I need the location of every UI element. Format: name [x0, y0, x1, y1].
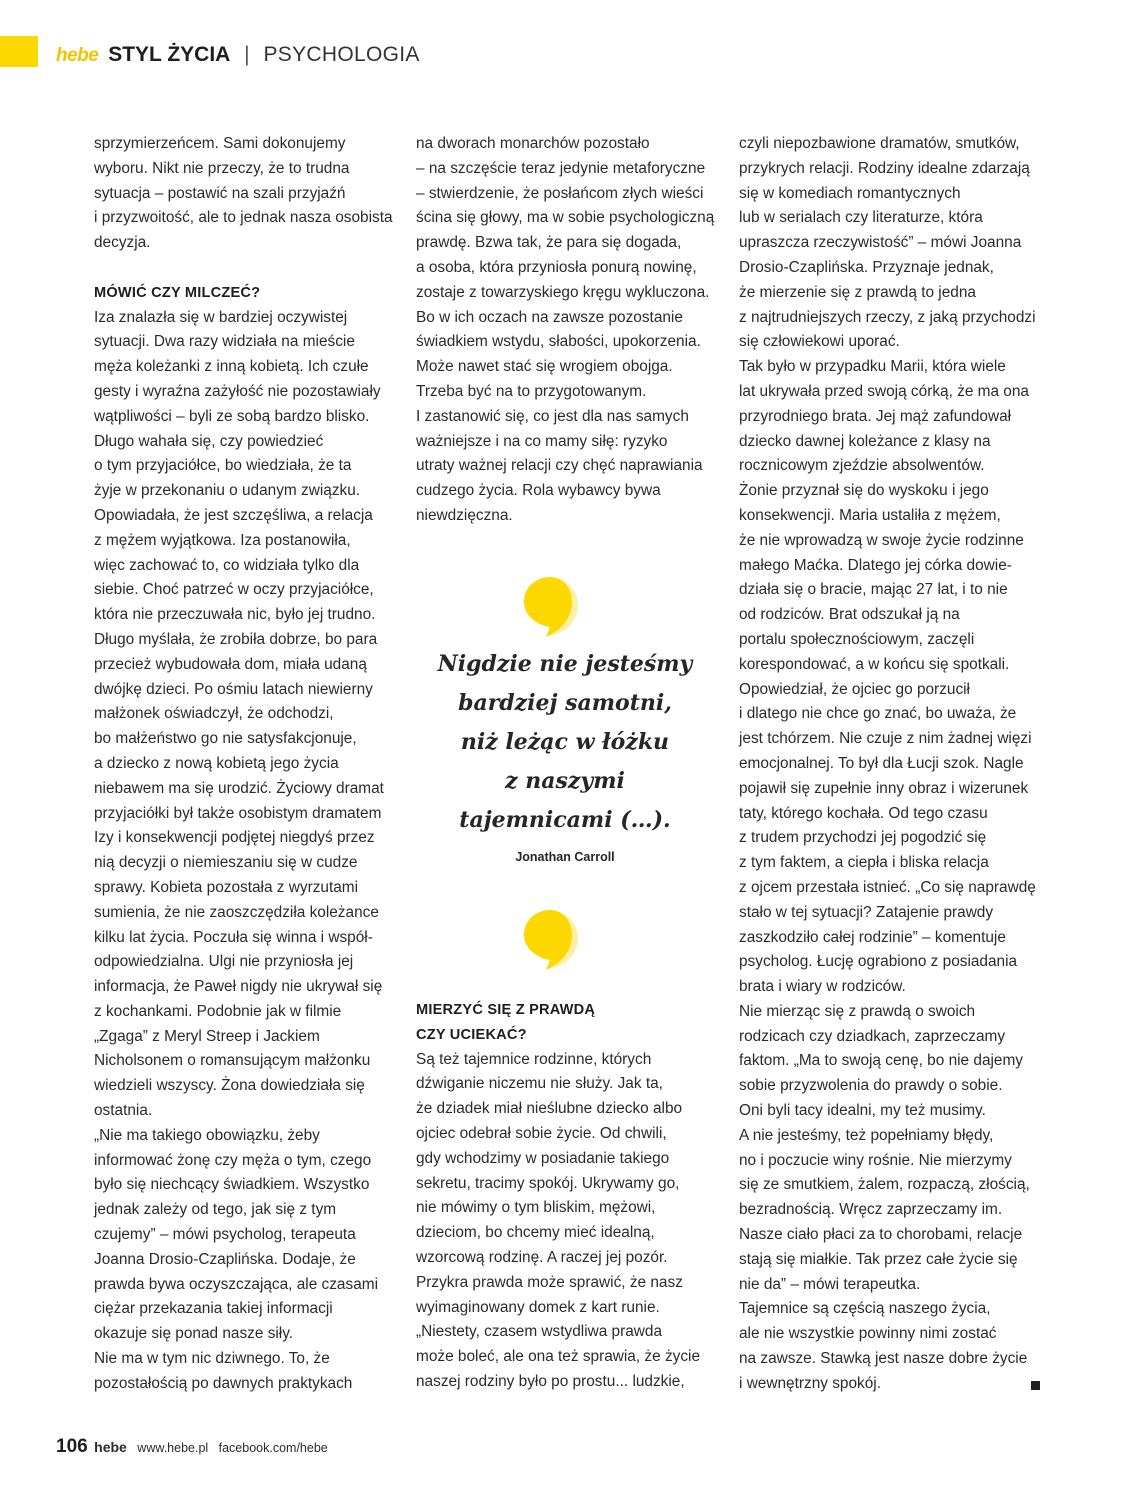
text-line: I zastanowić się, co jest dla nas samych	[416, 407, 689, 425]
text-line: przykrych relacji. Rodziny idealne zdarzają	[739, 159, 1030, 177]
text-line: „Zgaga” z Meryl Streep i Jackiem	[94, 1027, 320, 1045]
text-line: naszej rodziny było po prostu... ludzkie,	[416, 1372, 685, 1390]
text-line: więc zachować to, co widziała tylko dla	[94, 556, 360, 574]
text-line: wyboru. Nikt nie przeczy, że to trudna	[94, 159, 350, 177]
text-line: dwójkę dzieci. Po ośmiu latach niewierny	[94, 680, 373, 698]
text-line: się ze smutkiem, żalem, rozpaczą, złością,	[739, 1176, 1030, 1194]
text-line: jest tchórzem. Nie czuje z nim żadnej więzi	[739, 730, 1032, 748]
text-line: dzieciom, bo chcemy mieć idealną,	[416, 1224, 655, 1242]
text-line: lat ukrywała przed swoją córką, że ma ona	[739, 382, 1029, 400]
page-header	[56, 42, 420, 69]
text-line: małżonek oświadczył, że odchodzi,	[94, 705, 334, 723]
pull-quote-line: niż leżąc w łóżku	[460, 729, 670, 755]
text-line: o tym przyjaciółce, bo wiedziała, że ta	[94, 457, 352, 475]
text-line: Nie ma w tym nic dziwnego. To, że	[94, 1350, 330, 1368]
text-line: a osoba, która przyniosła ponurą nowinę,	[416, 258, 697, 276]
pull-quote-line: tajemnicami (…).	[459, 807, 671, 833]
text-line: – stwierdzenie, że posłańcom złych wieści	[416, 184, 704, 202]
text-line: utraty ważnej relacji czy chęć naprawiania	[416, 457, 703, 475]
text-line: ważniejsze i na co mamy siłę: ryzyko	[416, 432, 668, 450]
pull-quote-line: Nigdzie nie jesteśmy	[437, 651, 693, 677]
text-line: Przykra prawda może sprawić, że nasz	[416, 1273, 683, 1291]
text-line: A nie jesteśmy, też popełniamy błędy,	[739, 1126, 994, 1144]
text-line: upraszcza rzeczywistość” – mówi Joanna	[739, 234, 1022, 252]
text-line: Opowiedział, że ojciec go porzucił	[739, 680, 970, 698]
text-line: niebawem ma się urodzić. Życiowy dramat	[94, 779, 384, 797]
text-line: sekretu, tracimy spokój. Ukrywamy go,	[416, 1174, 680, 1192]
page-footer	[56, 1436, 328, 1458]
text-line: cudzego życia. Rola wybawcy bywa	[416, 482, 661, 500]
text-line: z tym faktem, a ciepła i bliska relacja	[739, 854, 989, 872]
text-line: kilku lat życia. Poczuła się winna i współ-	[94, 928, 373, 946]
text-line: – na szczęście teraz jedynie metaforyczne	[416, 159, 706, 177]
text-line: Drosio-Czaplińska. Przyznaje jednak,	[739, 258, 994, 276]
text-line: nie da” – mówi terapeutka.	[739, 1275, 921, 1293]
text-line: gdy wchodzimy w posiadanie takiego	[416, 1149, 670, 1167]
text-line: działa się o bracie, mając 27 lat, i to nie	[739, 581, 1008, 599]
column-3-body	[739, 132, 1049, 1397]
text-line: zaszkodziło całej rodzinie” – komentuje	[739, 928, 1006, 946]
text-line: Bo w ich oczach na zawsze pozostanie	[416, 308, 683, 326]
text-line: nią decyzji o niemieszaniu się w cudze	[94, 854, 358, 872]
text-line: konsekwencji. Maria ustaliła z mężem,	[739, 506, 1001, 524]
text-line: Oni byli tacy idealni, my też musimy.	[739, 1102, 986, 1120]
text-line: bo małżeństwo go nie satysfakcjonuje,	[94, 730, 357, 748]
text-line: bezradnością. Wręcz zaprzeczamy im.	[739, 1201, 1003, 1219]
text-line: okazuje się ponad nasze siły.	[94, 1325, 294, 1343]
text-line: korespondować, a w końcu się spotkali.	[739, 655, 1010, 673]
text-line: i wewnętrzny spokój.	[739, 1374, 881, 1392]
quote-marks-icon-top	[520, 575, 610, 639]
text-line: która nie przeczuwała nic, było jej trudno.	[94, 606, 376, 624]
text-line: i przyzwoitość, ale to jednak nasza osobista	[94, 209, 393, 227]
text-line: Opowiadała, że jest szczęśliwa, a relacja	[94, 506, 373, 524]
text-line: żyje w przekonaniu o udanym związku.	[94, 482, 361, 500]
column-1-body	[94, 306, 399, 1397]
text-line: rodzicach czy dziadkach, zaprzeczamy	[739, 1027, 1006, 1045]
text-line: było się niechcący świadkiem. Wszystko	[94, 1176, 370, 1194]
text-line: z trudem przychodzi jej pogodzić się	[739, 829, 987, 847]
text-line: z mężem wyjątkowa. Iza postanowiła,	[94, 531, 351, 549]
text-line: Są też tajemnice rodzinne, których	[416, 1050, 652, 1068]
article-end-mark	[1031, 1381, 1040, 1390]
text-line: od rodziców. Brat odszukał ją na	[739, 606, 960, 624]
text-line: Izy i konsekwencji podjętej niegdyś przez	[94, 829, 375, 847]
text-line: i dlatego nie chce go znać, bo uważa, że	[739, 705, 1017, 723]
text-line: dźwiganie niczemu nie służy. Jak ta,	[416, 1075, 663, 1093]
header-separator: |	[244, 43, 250, 66]
footer-facebook-link[interactable]: facebook.com/hebe	[218, 1441, 328, 1455]
pull-quote	[416, 645, 714, 840]
text-line: z ojcem przestała istnieć. „Co się naprawdę	[739, 878, 1036, 896]
text-line: „Nie ma takiego obowiązku, żeby	[94, 1126, 320, 1144]
text-line: ojciec odebrał sobie życie. Od chwili,	[416, 1124, 667, 1142]
text-line: że nie wprowadzą w swoje życie rodzinne	[739, 531, 1024, 549]
text-line: taty, którego kochała. Od tego czasu	[739, 804, 988, 822]
text-line: ostatnia.	[94, 1102, 153, 1120]
text-line: ścina się głowy, ma w sobie psychologiczną	[416, 209, 715, 227]
quote-marks-icon-bottom	[520, 908, 610, 972]
text-line: może boleć, ale ona też sprawia, że życie	[416, 1348, 701, 1366]
text-line: się w komediach romantycznych	[739, 184, 961, 202]
text-line: na dworach monarchów pozostało	[416, 135, 650, 152]
text-line: Trzeba być na to przygotowanym.	[416, 382, 647, 400]
text-line: ale nie wszystkie powinny nimi zostać	[739, 1325, 997, 1343]
text-line: informować żonę czy męża o tym, czego	[94, 1151, 372, 1169]
text-line: Nie mierząc się z prawdą o swoich	[739, 1002, 976, 1020]
text-line: stają się miałkie. Tak przez całe życie się	[739, 1250, 1018, 1268]
text-line: wzorcową rodzinę. A raczej jej pozór.	[416, 1248, 668, 1266]
text-line: faktom. „Ma to swoją cenę, bo nie dajemy	[739, 1052, 1024, 1070]
text-line: Nasze ciało płaci za to chorobami, relacje	[739, 1226, 1023, 1244]
text-line: z najtrudniejszych rzeczy, z jaką przychodzi	[739, 308, 1036, 326]
text-line: sobie przyzwolenia do prawdy o sobie.	[739, 1077, 1003, 1095]
page-number: 106	[56, 1436, 88, 1457]
text-line: gesty i wyraźna zażyłość nie pozostawiały	[94, 382, 381, 400]
text-line: że mierzenie się z prawdą to jedna	[739, 283, 976, 301]
text-line: pozostałością po dawnych praktykach	[94, 1374, 353, 1392]
footer-brand: hebe	[94, 1439, 127, 1455]
column-2-body-bottom	[416, 1048, 721, 1395]
text-line: sumienia, że nie zaoszczędziła koleżance	[94, 903, 379, 921]
pull-quote-line: z naszymi	[505, 768, 625, 794]
text-line: ciężar przekazania takiej informacji	[94, 1300, 333, 1318]
header-brand: hebe	[56, 45, 99, 66]
text-line: prawdę. Bzwa tak, że para się dogada,	[416, 234, 682, 252]
text-line: się człowiekowi uporać.	[739, 333, 900, 351]
text-line: dziecko dawnej koleżance z klasy na	[739, 432, 991, 450]
text-line: czujemy” – mówi psycholog, terapeuta	[94, 1226, 356, 1244]
article-column-1	[94, 132, 399, 1397]
text-line: Tajemnice są częścią naszego życia,	[739, 1300, 991, 1318]
text-line: pojawił się zupełnie inny obraz i wizerunek	[739, 779, 1029, 797]
text-line: małego Maćka. Dlatego jej córka dowie-	[739, 556, 1012, 574]
text-line: prawda bywa oczyszczająca, ale czasami	[94, 1275, 378, 1293]
subheading-mierzyc-sie-z-prawda: MIERZYĆ SIĘ Z PRAWDĄ	[416, 1002, 596, 1018]
text-line: stało w tej sytuacji? Zatajenie prawdy	[739, 903, 994, 921]
text-line: przecież wybudowała dom, miała udaną	[94, 655, 367, 673]
text-line: brata i wiary w rodziców.	[739, 978, 906, 996]
text-line: wątpliwości – byli ze sobą bardzo blisko.	[94, 407, 370, 425]
text-line: a dziecko z nową kobietą jego życia	[94, 754, 339, 772]
text-line: Iza znalazła się w bardziej oczywistej	[94, 308, 348, 326]
text-line: z kochankami. Podobnie jak w filmie	[94, 1002, 342, 1020]
paragraph-gap	[94, 256, 399, 281]
text-line: Żonie przyznał się do wyskoku i jego	[739, 482, 989, 500]
text-line: lub w serialach czy literaturze, która	[739, 209, 983, 227]
article-column-2-lower	[416, 998, 721, 1395]
text-line: psycholog. Łucję ograbiono z posiadania	[739, 953, 1018, 971]
text-line: niewdzięczna.	[416, 506, 513, 524]
text-line: emocjonalnej. To był dla Łucji szok. Nagle	[739, 754, 1024, 772]
text-line: informacja, że Paweł nigdy nie ukrywał się	[94, 978, 383, 996]
text-line: „Niestety, czasem wstydliwa prawda	[416, 1323, 663, 1341]
text-line: sprzymierzeńcem. Sami dokonujemy	[94, 135, 346, 152]
text-line: świadkiem wstydu, słabości, upokorzenia.	[416, 333, 701, 351]
text-line: portalu społecznościowym, zaczęli	[739, 630, 975, 648]
text-line: przyjaciółki był także osobistym dramatem	[94, 804, 382, 822]
text-line: że dziadek miał nieślubne dziecko albo	[416, 1100, 683, 1118]
text-line: męża koleżanki z inną kobietą. Ich czułe	[94, 358, 369, 376]
text-line: przyrodniego brata. Jej mąż zafundował	[739, 407, 1012, 425]
text-line: Długo myślała, że zrobiła dobrze, bo para	[94, 630, 378, 648]
text-line: rocznicowym zjeździe absolwentów.	[739, 457, 985, 475]
text-line: nie mówimy o tym bliskim, mężowi,	[416, 1199, 656, 1217]
text-line: wiedzieli wszyscy. Żona dowiedziała się	[94, 1077, 365, 1095]
text-line: Długo wahała się, czy powiedzieć	[94, 432, 324, 450]
pull-quote-author: Jonathan Carroll	[515, 850, 615, 864]
text-line: Może nawet stać się wrogiem obojga.	[416, 358, 673, 376]
text-line: Nicholsonem o romansującym małżonku	[94, 1052, 371, 1070]
text-line: Tak było w przypadku Marii, która wiele	[739, 358, 1006, 376]
header-subsection: PSYCHOLOGIA	[263, 43, 420, 66]
article-column-3	[739, 132, 1049, 1397]
article-column-2	[416, 132, 721, 529]
text-line: sytuacji. Dwa razy widziała na mieście	[94, 333, 355, 351]
footer-website-link[interactable]: www.hebe.pl	[137, 1441, 209, 1455]
subheading-czy-uciekac: CZY UCIEKAĆ?	[416, 1026, 527, 1043]
text-line: jednak zależy od tego, jak się z tym	[94, 1201, 337, 1219]
text-line: zostaje z towarzyskiego kręgu wykluczona.	[416, 283, 710, 301]
text-line: wyimaginowany domek z kart runie.	[416, 1298, 660, 1316]
header-section: STYL ŻYCIA	[108, 43, 231, 66]
text-line: decyzja.	[94, 234, 151, 252]
text-line: na zawsze. Stawką jest nasze dobre życie	[739, 1350, 1028, 1368]
corner-accent-block	[0, 36, 38, 67]
text-line: no i poczucie winy rośnie. Nie mierzymy	[739, 1151, 1012, 1169]
subheading-mowic-czy-milczec: MÓWIĆ CZY MILCZEĆ?	[94, 284, 261, 301]
text-line: czyli niepozbawione dramatów, smutków,	[739, 135, 1020, 152]
text-line: odpowiedzialna. Ulgi nie przyniosła jej	[94, 953, 354, 971]
text-line: Joanna Drosio-Czaplińska. Dodaje, że	[94, 1250, 356, 1268]
text-line: sprawy. Kobieta pozostała z wyrzutami	[94, 878, 359, 896]
text-line: sytuacja – postawić na szali przyjaźń	[94, 184, 346, 202]
column-1-intro	[94, 132, 399, 256]
text-line: siebie. Choć patrzeć w oczy przyjaciółce,	[94, 581, 374, 599]
column-2-body-top	[416, 132, 721, 529]
pull-quote-line: bardziej samotni,	[458, 690, 672, 716]
